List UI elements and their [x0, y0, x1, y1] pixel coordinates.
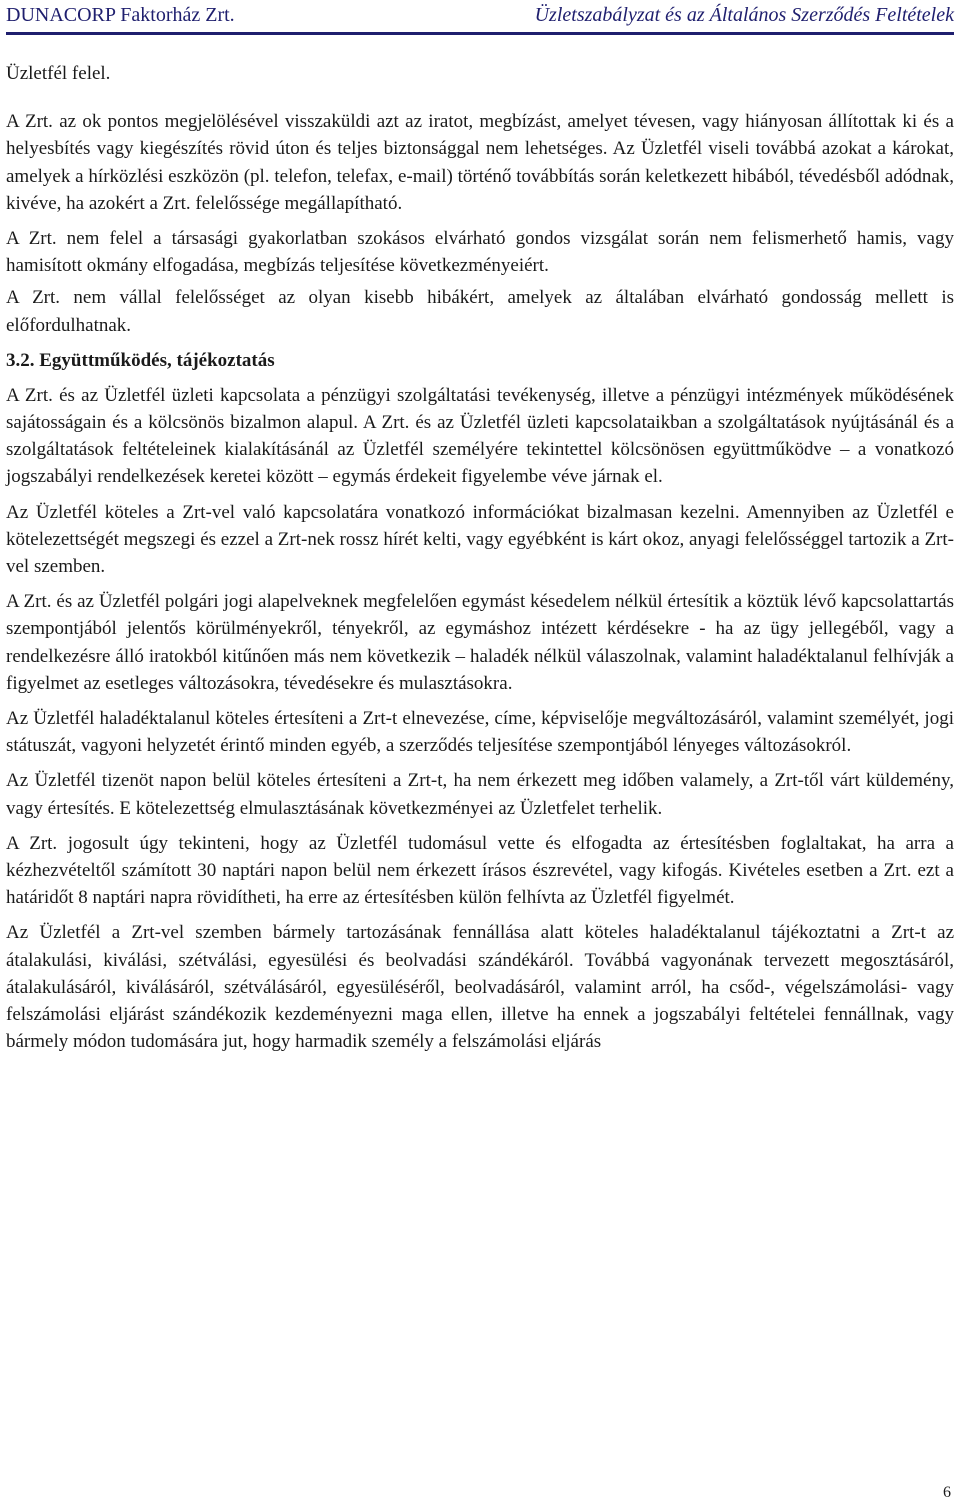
section-heading: 3.2. Együttműködés, tájékoztatás	[6, 349, 275, 371]
document-title: Üzletszabályzat és az Általános Szerződés Feltételek	[534, 4, 954, 26]
paragraph: Üzletfél felel.	[6, 63, 111, 84]
paragraph: Az Üzletfél a Zrt-vel szemben bármely tartozásának fennállása alatt köteles haladéktalanul tájékoztatni a Zrt-t az átalakulási, kiválási, szétválási, egyesülési és beolvadási szándékáról. Továbbá vagyonának tervezett megosztásáról, átalakulásáról, kiválásáról, szétválásáról, egyesüléséről, beolvadásáról, valamint arról, ha csőd-, végelszámolási- vagy felszámolási eljárást szándékozik kezdeményezni maga ellen, illetve ha ennek a jogszabályi feltételei fennállnak, vagy bármely módon tudomására jut, hogy harmadik személy a felszámolási eljárás	[6, 922, 954, 1053]
paragraph: Az Üzletfél haladéktalanul köteles értesíteni a Zrt-t elnevezése, címe, képviselője megváltozásáról, valamint személyét, jogi státuszát, vagyoni helyzetét érintő minden egyéb, a szerződés teljesítése szempontjából lényeges változásokról.	[6, 708, 954, 757]
company-name: DUNACORP Faktorház Zrt.	[6, 4, 235, 26]
document-body	[6, 60, 954, 1064]
paragraph: A Zrt. jogosult úgy tekinteni, hogy az Üzletfél tudomásul vette és elfogadta az értesítésben foglaltakat, ha arra a kézhezvételtől számított 30 naptári napon belül nem érkezett írásos észrevétel, vagy kifogás. Kivételes esetben a Zrt. ezt a határidőt 8 naptári napra rövidítheti, ha erre az értesítésben külön felhívta az Üzletfél figyelmét.	[6, 832, 954, 909]
paragraph: A Zrt. az ok pontos megjelölésével visszaküldi azt az iratot, megbízást, amelyet tévesen, vagy hiányosan állítottak ki és a helyesbítés vagy kiegészítés rövid úton és teljes biztonsággal nem lehetséges. Az Üzletfél viseli továbbá azokat a károkat, amelyek a hírközlési eszközön (pl. telefon, telefax, e-mail) történő továbbítás során keletkezett hibából, tévedésből adódnak, kivéve, ha azokért a Zrt. felelőssége megállapítható.	[6, 111, 954, 214]
paragraph: A Zrt. és az Üzletfél polgári jogi alapelveknek megfelelően egymást késedelem nélkül értesítik a köztük lévő kapcsolattartás szempontjából jelentős körülményekről, tényekről, az egymáshoz intézett kérdésekre - ha az ügy jellegéből, vagy a rendelkezésre álló iratokból kitűnően más nem következik – haladék nélkül válaszolnak, valamint haladéktalanul felhívják a figyelmet az esetleges változásokra, tévedésekre és mulasztásokra.	[6, 591, 954, 694]
paragraph: A Zrt. nem felel a társasági gyakorlatban szokásos elvárható gondos vizsgálat során nem felismerhető hamis, vagy hamisított okmány elfogadása, megbízás teljesítése következményeiért.	[6, 228, 954, 277]
paragraph: A Zrt. és az Üzletfél üzleti kapcsolata a pénzügyi szolgáltatási tevékenység, illetve a pénzügyi intézmények működésének sajátosságain és a kölcsönös bizalmon alapul. A Zrt. és az Üzletfél üzleti kapcsolataikban a szolgáltatások nyújtásánál és a szolgáltatások feltételeinek kialakításánál az Üzletfél személyére tekintettel kölcsönösen együttműködve – a vonatkozó jogszabályi rendelkezések keretei között – egymás érdekeit figyelembe véve járnak el.	[6, 384, 954, 488]
paragraph: A Zrt. nem vállal felelősséget az olyan kisebb hibákért, amelyek az általában elvárható gondosság mellett is előfordulhatnak.	[6, 287, 954, 336]
paragraph: Az Üzletfél tizenöt napon belül köteles értesíteni a Zrt-t, ha nem érkezett meg időben valamely, a Zrt-től várt küldemény, vagy értesítés. E kötelezettség elmulasztásának következményei az Üzletfelet terhelik.	[6, 770, 954, 819]
page-header	[6, 4, 954, 35]
paragraph: Az Üzletfél köteles a Zrt-vel való kapcsolatára vonatkozó információkat bizalmasan kezelni. Amennyiben az Üzletfél e kötelezettségét megszegi és ezzel a Zrt-nek rossz hírét kelti, vagy egyébként is kárt okoz, anyagi felelősséggel tartozik a Zrt-vel szemben.	[6, 501, 954, 578]
page-number: 6	[943, 1484, 951, 1501]
